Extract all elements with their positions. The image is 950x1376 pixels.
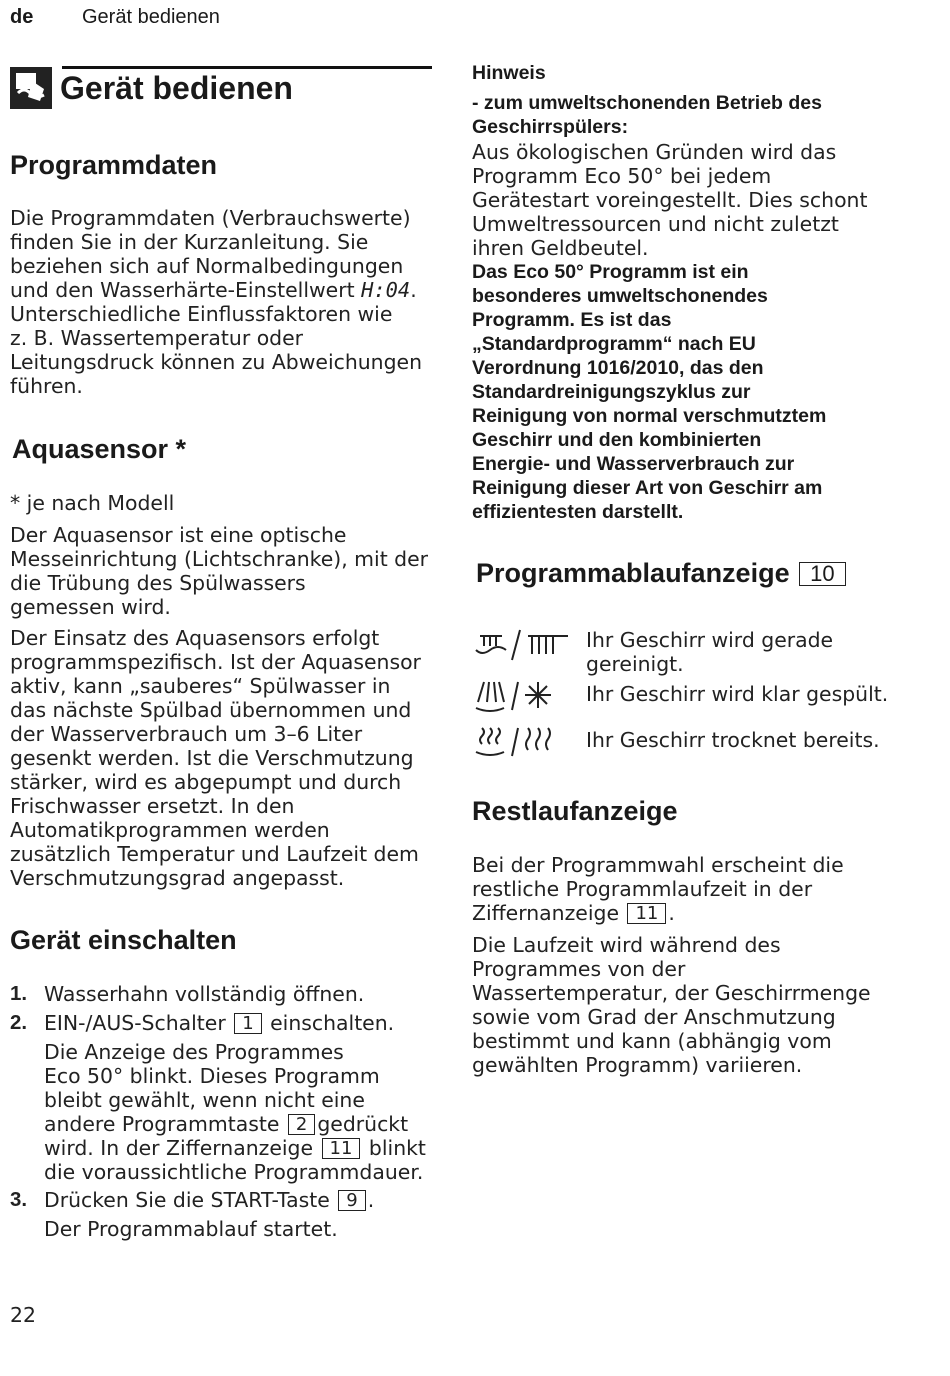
page-title: Gerät bedienen <box>60 70 293 106</box>
ablauf-heading: Programmablaufanzeige 10 <box>476 558 848 589</box>
restlauf-para1: Bei der Programmwahl erscheint die restliche Programmlaufzeit in der Ziffernanzeige 11 . <box>472 853 844 925</box>
display-ref-11: 11 <box>627 903 666 924</box>
aquasensor-para2: Der Einsatz des Aquasensors erfolgt programmspezifisch. Ist der Aquasensor aktiv, kann „sauberes“ Spülwasser in das nächste Spülbad übernommen und der Wasserverbrauch um 3–6 Liter gesenkt werden. Ist die Verschmutzung stärker, wird es abgepumpt und durch Frischwasser ersetzt. In den Automatikprogrammen werden zusätzlich Temperatur und Laufzeit dem Verschmutzungsgrad angepasst. <box>10 626 421 890</box>
dry-status-text: Ihr Geschirr trocknet bereits. <box>586 728 880 752</box>
wash-icon <box>472 626 572 666</box>
dry-icon <box>472 722 572 762</box>
operate-appliance-icon <box>10 67 52 109</box>
heading-rule <box>62 66 432 69</box>
language-code: de <box>10 6 34 28</box>
aquasensor-footnote: * je nach Modell <box>10 491 175 515</box>
key-ref-2: 2 <box>288 1114 315 1135</box>
restlauf-heading: Restlaufanzeige <box>472 796 678 826</box>
rinse-status-text: Ihr Geschirr wird klar gespült. <box>586 682 889 706</box>
hinweis-heading: Hinweis <box>472 62 546 84</box>
hinweis-text: Aus ökologischen Gründen wird das Programm Eco 50° bei jedem Gerätestart voreingestellt. Dies schont Umweltressourcen und nicht zuletzt ihren Geldbeutel. <box>472 140 868 260</box>
hardness-display-value: H:04 <box>361 278 411 302</box>
hinweis-bold-eco: Das Eco 50° Programm ist ein besonderes umweltschonendes Programm. Es ist das „Standardprogramm“ nach EU Verordnung 1016/2010, das den Standardreinigungszyklus zur Reinigung von normal verschmutztem Geschirr und den kombinierten Energie- und Wasserverbrauch zur Reinigung dieser Art von Geschirr am effizientesten darstellt. <box>472 261 827 523</box>
programmdaten-text: Die Programmdaten (Verbrauchswerte) finden Sie in der Kurzanleitung. Sie beziehen sich auf Normalbedingungen und den Wasserhärte-Einstellwert H:04. Unterschiedliche Einflussfaktoren wie z. B. Wassertemperatur oder Leitungsdruck können zu Abweichungen führen. <box>10 206 423 398</box>
einschalten-heading: Gerät einschalten <box>10 925 237 955</box>
programmdaten-heading: Programmdaten <box>10 150 218 180</box>
running-header: Gerät bedienen <box>82 6 220 28</box>
display-ref-10: 10 <box>799 562 845 586</box>
page-number: 22 <box>10 1303 36 1327</box>
key-ref-1: 1 <box>234 1013 261 1034</box>
wash-status-text: Ihr Geschirr wird gerade gereinigt. <box>586 628 834 676</box>
restlauf-para2: Die Laufzeit wird während des Programmes von der Wassertemperatur, der Geschirrmenge sowie vom Grad der Anschmutzung bestimmt und kann (abhängig vom gewählten Programm) variieren. <box>472 933 871 1077</box>
rinse-icon <box>472 676 572 716</box>
key-ref-9: 9 <box>338 1190 365 1211</box>
aquasensor-heading: Aquasensor * <box>12 434 187 464</box>
key-ref-11: 11 <box>322 1138 361 1159</box>
aquasensor-para1: Der Aquasensor ist eine optische Messeinrichtung (Lichtschranke), mit der die Trübung des Spülwassers gemessen wird. <box>10 523 429 619</box>
hinweis-bold-intro: - zum umweltschonenden Betrieb des Geschirrspülers: <box>472 92 822 138</box>
